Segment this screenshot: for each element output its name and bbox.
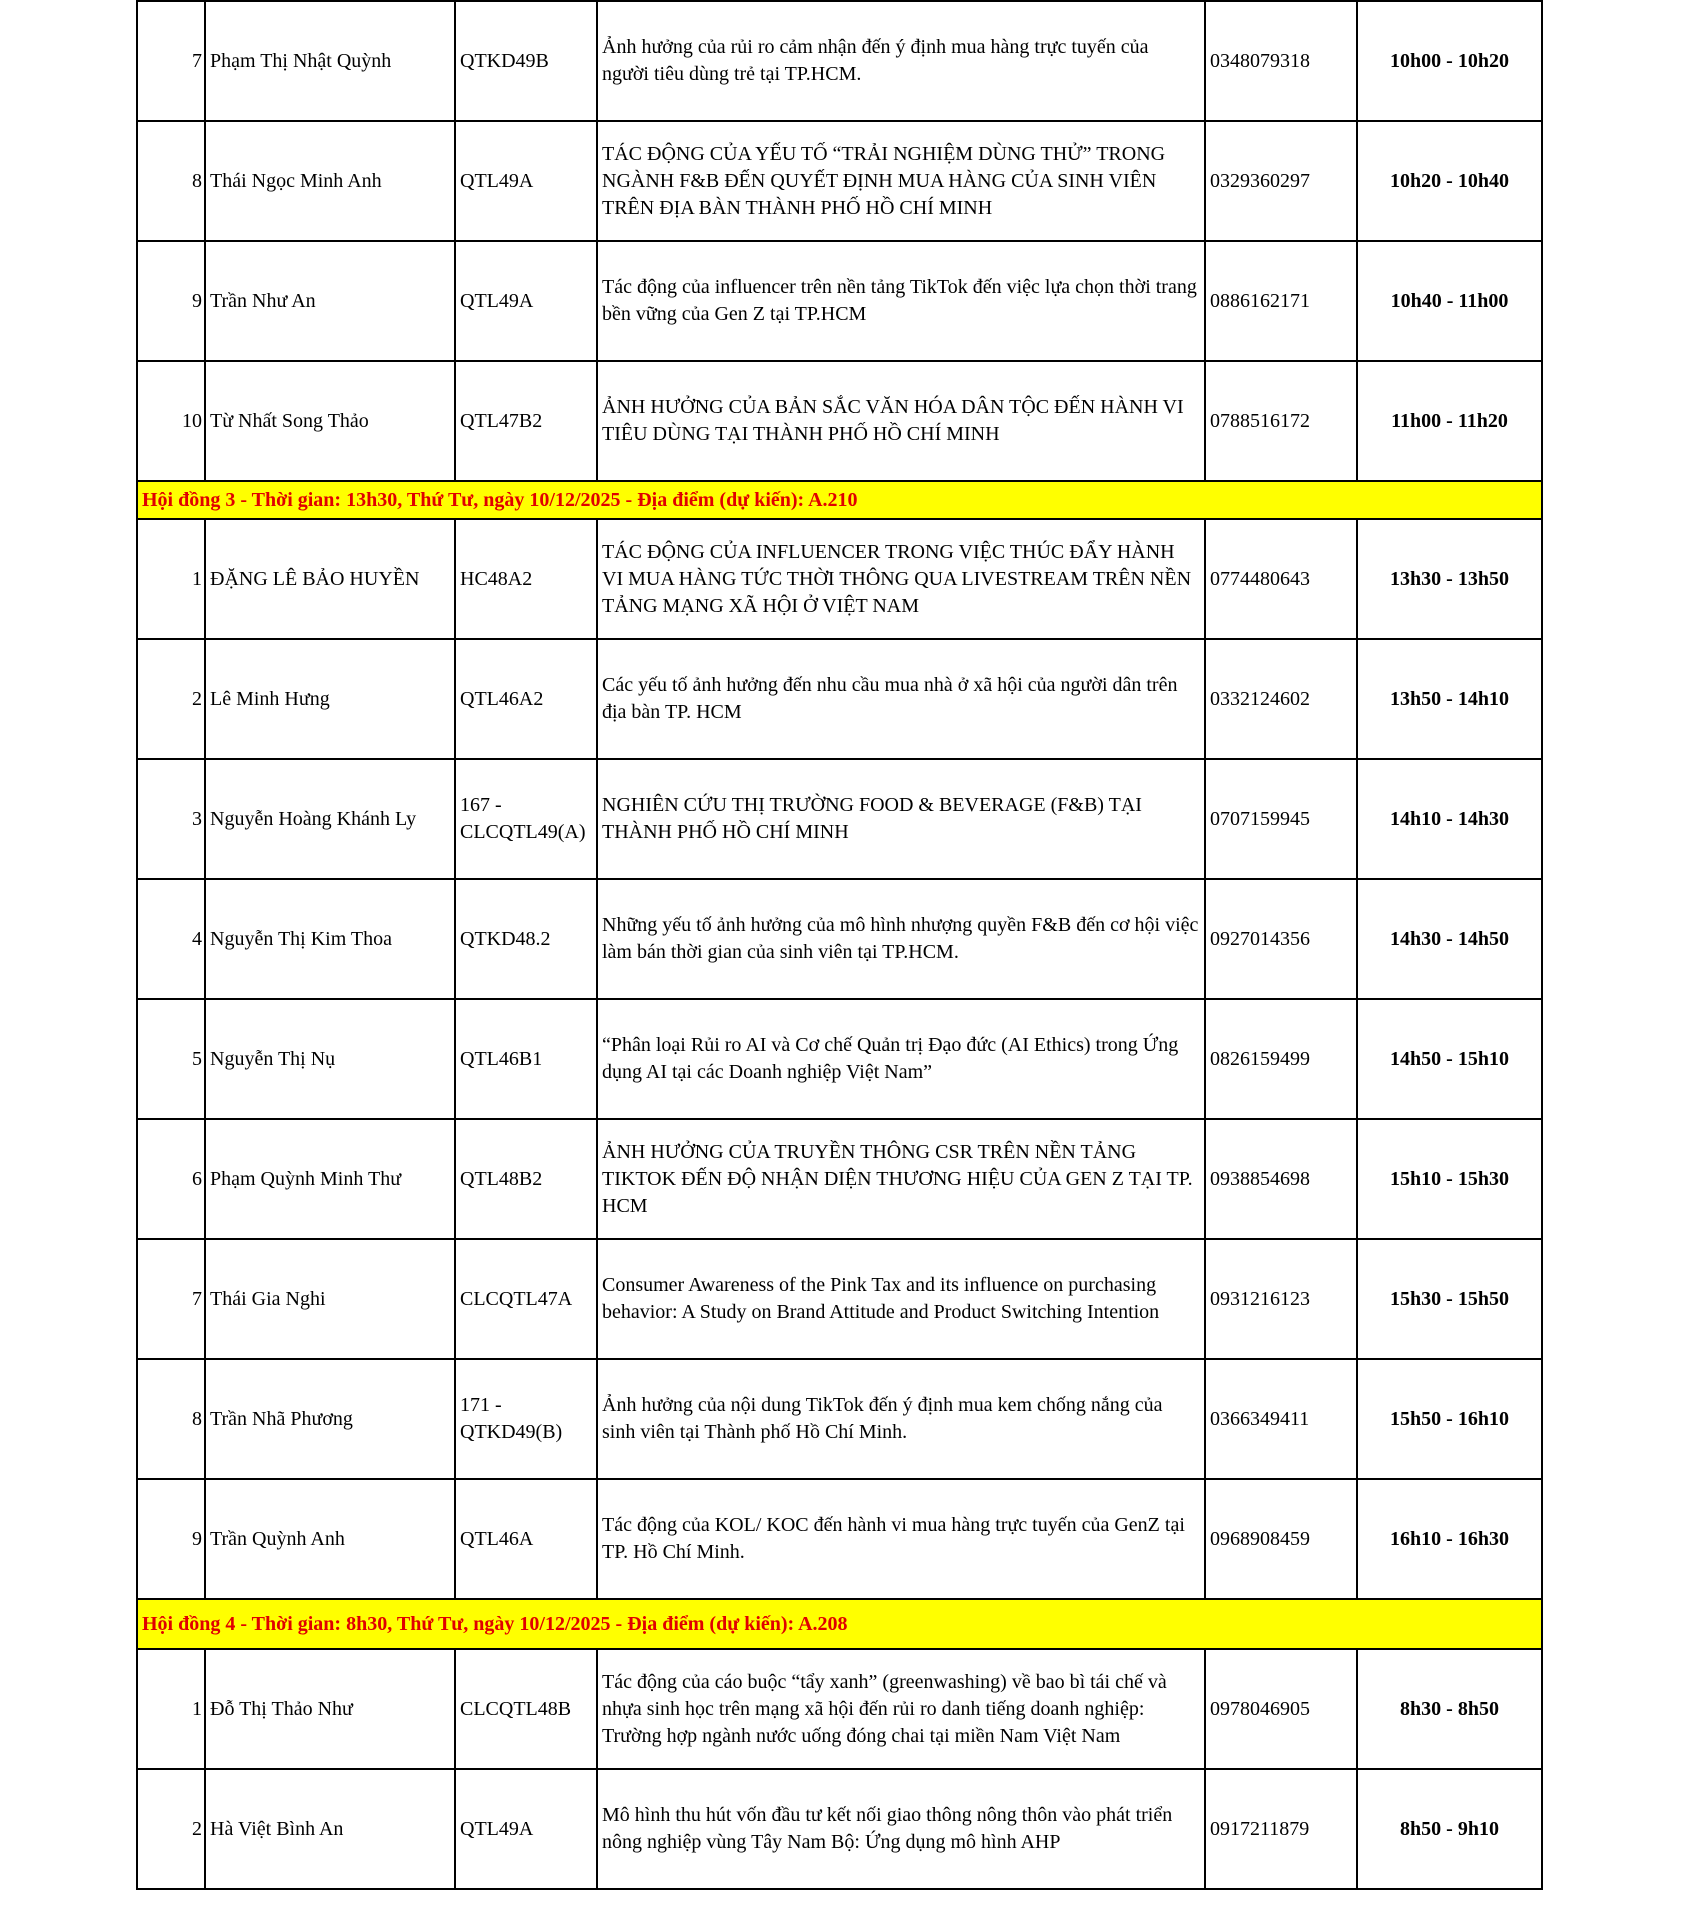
row-number: 3	[137, 759, 205, 879]
student-name: Từ Nhất Song Thảo	[205, 361, 455, 481]
row-number: 9	[137, 1479, 205, 1599]
student-name: Nguyễn Hoàng Khánh Ly	[205, 759, 455, 879]
time-slot: 10h00 - 10h20	[1357, 1, 1542, 121]
phone-number: 0329360297	[1205, 121, 1357, 241]
table-row	[137, 1769, 1542, 1889]
table-row	[137, 639, 1542, 759]
thesis-topic: Những yếu tố ảnh hưởng của mô hình nhượng quyền F&B đến cơ hội việc làm bán thời gian của sinh viên tại TP.HCM.	[597, 879, 1205, 999]
thesis-topic: NGHIÊN CỨU THỊ TRƯỜNG FOOD & BEVERAGE (F&B) TẠI THÀNH PHỐ HỒ CHÍ MINH	[597, 759, 1205, 879]
row-number: 2	[137, 1769, 205, 1889]
table-row	[137, 241, 1542, 361]
table-row	[137, 999, 1542, 1119]
student-name: ĐẶNG LÊ BẢO HUYỀN	[205, 519, 455, 639]
class-code: CLCQTL47A	[455, 1239, 597, 1359]
phone-number: 0332124602	[1205, 639, 1357, 759]
phone-number: 0366349411	[1205, 1359, 1357, 1479]
student-name: Thái Gia Nghi	[205, 1239, 455, 1359]
student-name: Nguyễn Thị Kim Thoa	[205, 879, 455, 999]
row-number: 7	[137, 1, 205, 121]
class-code: CLCQTL48B	[455, 1649, 597, 1769]
thesis-topic: Consumer Awareness of the Pink Tax and its influence on purchasing behavior: A Study on Brand Attitude and Product Switching Intention	[597, 1239, 1205, 1359]
table-row	[137, 361, 1542, 481]
table-row	[137, 879, 1542, 999]
row-number: 8	[137, 1359, 205, 1479]
thesis-topic: TÁC ĐỘNG CỦA INFLUENCER TRONG VIỆC THÚC ĐẨY HÀNH VI MUA HÀNG TỨC THỜI THÔNG QUA LIVESTREAM TRÊN NỀN TẢNG MẠNG XÃ HỘI Ở VIỆT NAM	[597, 519, 1205, 639]
row-number: 6	[137, 1119, 205, 1239]
thesis-topic: Mô hình thu hút vốn đầu tư kết nối giao thông nông thôn vào phát triển nông nghiệp vùng Tây Nam Bộ: Ứng dụng mô hình AHP	[597, 1769, 1205, 1889]
thesis-topic: ẢNH HƯỞNG CỦA TRUYỀN THÔNG CSR TRÊN NỀN TẢNG TIKTOK ĐẾN ĐỘ NHẬN DIỆN THƯƠNG HIỆU CỦA GEN Z TẠI TP. HCM	[597, 1119, 1205, 1239]
class-code: QTL46A	[455, 1479, 597, 1599]
phone-number: 0707159945	[1205, 759, 1357, 879]
phone-number: 0348079318	[1205, 1, 1357, 121]
student-name: Trần Nhã Phương	[205, 1359, 455, 1479]
time-slot: 10h40 - 11h00	[1357, 241, 1542, 361]
time-slot: 13h30 - 13h50	[1357, 519, 1542, 639]
student-name: Thái Ngọc Minh Anh	[205, 121, 455, 241]
class-code: 167 - CLCQTL49(A)	[455, 759, 597, 879]
time-slot: 16h10 - 16h30	[1357, 1479, 1542, 1599]
time-slot: 11h00 - 11h20	[1357, 361, 1542, 481]
student-name: Hà Việt Bình An	[205, 1769, 455, 1889]
class-code: QTKD48.2	[455, 879, 597, 999]
class-code: QTL49A	[455, 1769, 597, 1889]
row-number: 1	[137, 1649, 205, 1769]
row-number: 8	[137, 121, 205, 241]
thesis-topic: ẢNH HƯỞNG CỦA BẢN SẮC VĂN HÓA DÂN TỘC ĐẾN HÀNH VI TIÊU DÙNG TẠI THÀNH PHỐ HỒ CHÍ MINH	[597, 361, 1205, 481]
table-row	[137, 1649, 1542, 1769]
class-code: QTKD49B	[455, 1, 597, 121]
time-slot: 13h50 - 14h10	[1357, 639, 1542, 759]
council-header-text: Hội đồng 4 - Thời gian: 8h30, Thứ Tư, ngày 10/12/2025 - Địa điểm (dự kiến): A.208	[137, 1599, 1542, 1649]
thesis-topic: Tác động của KOL/ KOC đến hành vi mua hàng trực tuyến của GenZ tại TP. Hồ Chí Minh.	[597, 1479, 1205, 1599]
phone-number: 0968908459	[1205, 1479, 1357, 1599]
row-number: 7	[137, 1239, 205, 1359]
time-slot: 14h30 - 14h50	[1357, 879, 1542, 999]
time-slot: 15h10 - 15h30	[1357, 1119, 1542, 1239]
class-code: QTL49A	[455, 241, 597, 361]
student-name: Trần Như An	[205, 241, 455, 361]
time-slot: 15h50 - 16h10	[1357, 1359, 1542, 1479]
class-code: QTL48B2	[455, 1119, 597, 1239]
student-name: Lê Minh Hưng	[205, 639, 455, 759]
table-row	[137, 519, 1542, 639]
row-number: 9	[137, 241, 205, 361]
time-slot: 8h30 - 8h50	[1357, 1649, 1542, 1769]
table-row	[137, 1119, 1542, 1239]
time-slot: 8h50 - 9h10	[1357, 1769, 1542, 1889]
student-name: Phạm Thị Nhật Quỳnh	[205, 1, 455, 121]
class-code: QTL46A2	[455, 639, 597, 759]
row-number: 4	[137, 879, 205, 999]
table-row	[137, 1359, 1542, 1479]
phone-number: 0917211879	[1205, 1769, 1357, 1889]
time-slot: 14h10 - 14h30	[1357, 759, 1542, 879]
phone-number: 0774480643	[1205, 519, 1357, 639]
council-header	[137, 481, 1542, 519]
table-row	[137, 1239, 1542, 1359]
thesis-topic: TÁC ĐỘNG CỦA YẾU TỐ “TRẢI NGHIỆM DÙNG THỬ” TRONG NGÀNH F&B ĐẾN QUYẾT ĐỊNH MUA HÀNG CỦA SINH VIÊN TRÊN ĐỊA BÀN THÀNH PHỐ HỒ CHÍ MINH	[597, 121, 1205, 241]
table-row	[137, 1479, 1542, 1599]
row-number: 2	[137, 639, 205, 759]
phone-number: 0927014356	[1205, 879, 1357, 999]
schedule-body	[137, 1, 1542, 1889]
thesis-topic: Ảnh hưởng của rủi ro cảm nhận đến ý định mua hàng trực tuyến của người tiêu dùng trẻ tại TP.HCM.	[597, 1, 1205, 121]
phone-number: 0826159499	[1205, 999, 1357, 1119]
time-slot: 14h50 - 15h10	[1357, 999, 1542, 1119]
council-header-text: Hội đồng 3 - Thời gian: 13h30, Thứ Tư, ngày 10/12/2025 - Địa điểm (dự kiến): A.210	[137, 481, 1542, 519]
phone-number: 0788516172	[1205, 361, 1357, 481]
thesis-topic: Tác động của influencer trên nền tảng TikTok đến việc lựa chọn thời trang bền vững của Gen Z tại TP.HCM	[597, 241, 1205, 361]
row-number: 5	[137, 999, 205, 1119]
schedule-table	[136, 0, 1543, 1890]
table-row	[137, 121, 1542, 241]
student-name: Nguyễn Thị Nụ	[205, 999, 455, 1119]
student-name: Phạm Quỳnh Minh Thư	[205, 1119, 455, 1239]
phone-number: 0978046905	[1205, 1649, 1357, 1769]
phone-number: 0938854698	[1205, 1119, 1357, 1239]
row-number: 10	[137, 361, 205, 481]
class-code: HC48A2	[455, 519, 597, 639]
class-code: QTL46B1	[455, 999, 597, 1119]
class-code: QTL49A	[455, 121, 597, 241]
thesis-topic: Tác động của cáo buộc “tẩy xanh” (greenwashing) về bao bì tái chế và nhựa sinh học trên mạng xã hội đến rủi ro danh tiếng doanh nghiệp: Trường hợp ngành nước uống đóng chai tại miền Nam Việt Nam	[597, 1649, 1205, 1769]
time-slot: 15h30 - 15h50	[1357, 1239, 1542, 1359]
thesis-topic: “Phân loại Rủi ro AI và Cơ chế Quản trị Đạo đức (AI Ethics) trong Ứng dụng AI tại các Doanh nghiệp Việt Nam”	[597, 999, 1205, 1119]
time-slot: 10h20 - 10h40	[1357, 121, 1542, 241]
thesis-topic: Các yếu tố ảnh hưởng đến nhu cầu mua nhà ở xã hội của người dân trên địa bàn TP. HCM	[597, 639, 1205, 759]
table-row	[137, 1, 1542, 121]
council-header	[137, 1599, 1542, 1649]
student-name: Trần Quỳnh Anh	[205, 1479, 455, 1599]
row-number: 1	[137, 519, 205, 639]
phone-number: 0886162171	[1205, 241, 1357, 361]
class-code: 171 - QTKD49(B)	[455, 1359, 597, 1479]
phone-number: 0931216123	[1205, 1239, 1357, 1359]
student-name: Đỗ Thị Thảo Như	[205, 1649, 455, 1769]
class-code: QTL47B2	[455, 361, 597, 481]
table-row	[137, 759, 1542, 879]
thesis-topic: Ảnh hưởng của nội dung TikTok đến ý định mua kem chống nắng của sinh viên tại Thành phố Hồ Chí Minh.	[597, 1359, 1205, 1479]
